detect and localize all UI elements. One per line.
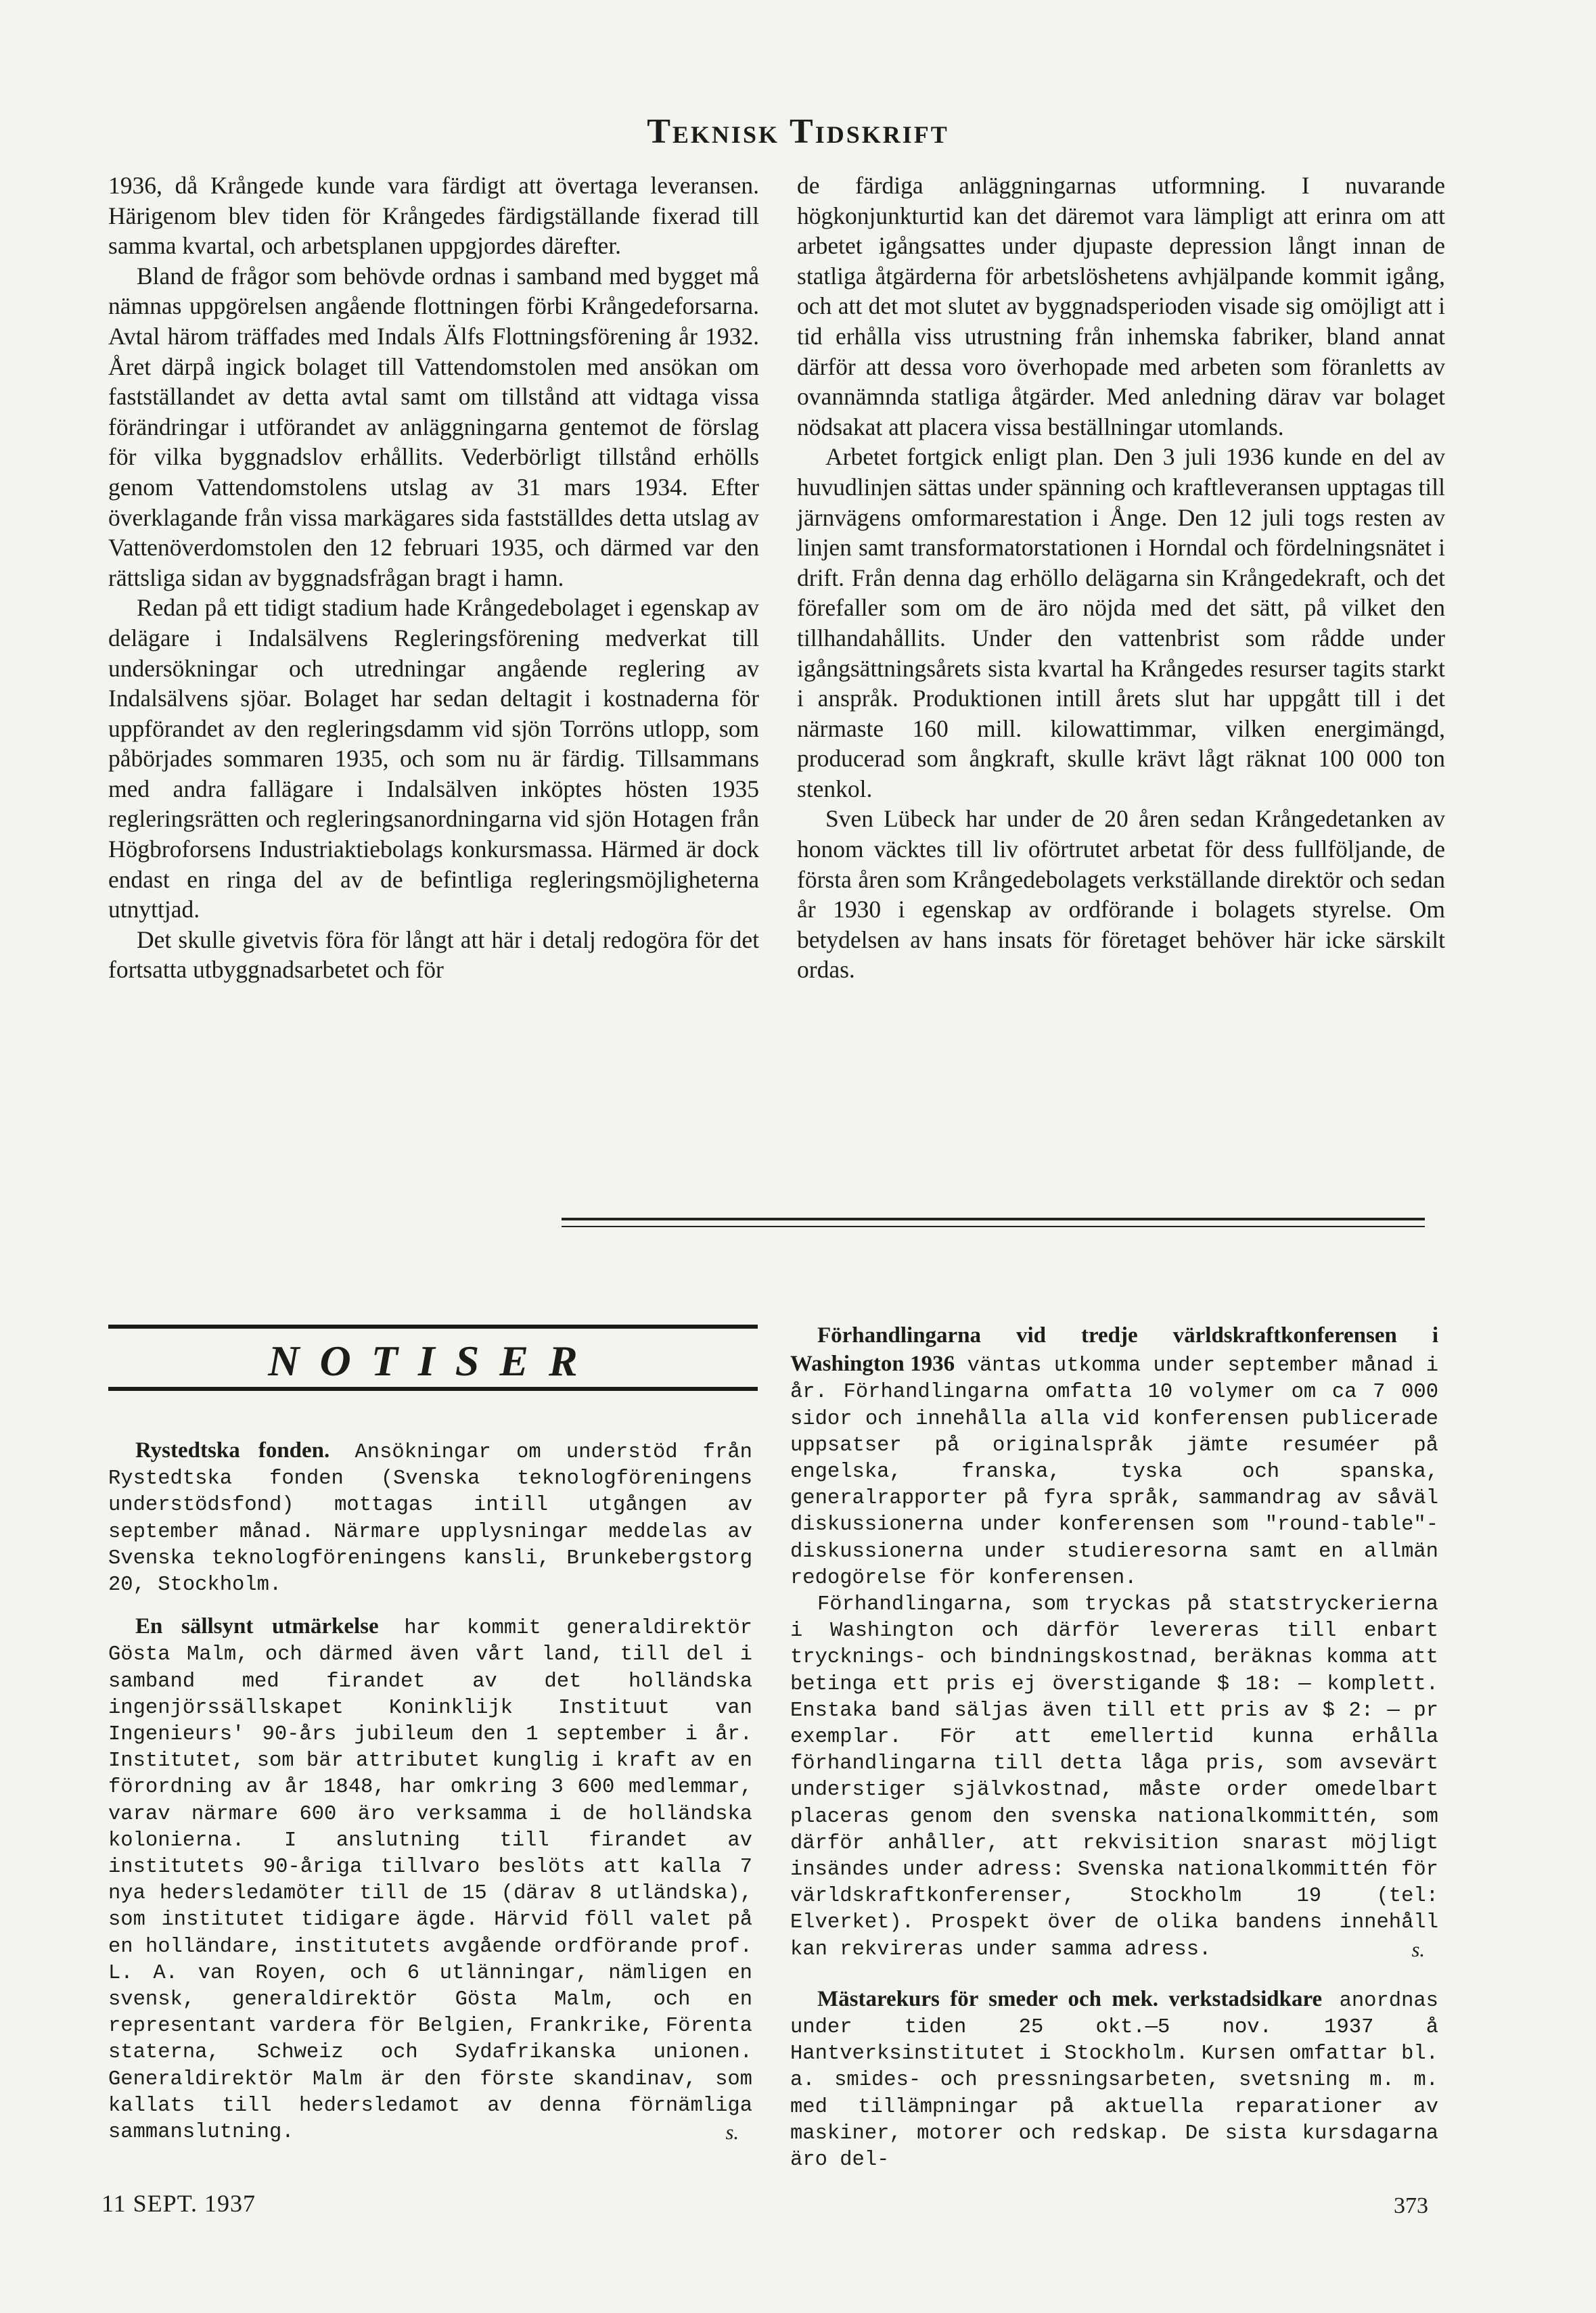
notiser-heading: NOTISER [268,1337,598,1385]
notiser-rule-top [108,1325,758,1329]
notiser-right-column [790,1323,1438,2174]
journal-title: Teknisk Tidskrift [647,112,949,151]
paragraph: Arbetet fortgick enligt plan. Den 3 juli 1936 kunde en del av huvudlinjen sättas under spänning och kraftleveransen upptagas till järnvägens omformarestation i Ånge. Den 12 juli togs resten av linjen samt transformatorstationen i Horndal och fördelningsnätet i drift. Från denna dag erhöllo delägarna sin Krångedekraft, och det förefaller som om de äro nöjda med det sätt, på vilket den tillhandahållits. Under den vattenbrist som rådde under igångsättningsårets sista kvartal ha Krångedes resurser tagits starkt i anspråk. Produktionen intill årets slut har uppgått till i det närmaste 160 mill. kilowattimmar, vilken energimängd, producerad som ångkraft, skulle krävt lågt räknat 100 000 ton stenkol. [797,443,1445,802]
section-divider [562,1218,1425,1220]
paragraph: Det skulle givetvis föra för långt att här i detalj redogöra för det fortsatta utbyggnadsarbetet och för [108,925,759,984]
footer-date: 11 SEPT. 1937 [101,2190,256,2217]
paragraph: Sven Lübeck har under de 20 åren sedan Krångedetanken av honom väcktes till liv oförtrutet arbetat för dess fullföljande, de första åren som Krångedebolagets verkställande direktör och sedan år 1930 i egenskap av ordförande i bolagets styrelse. Om betydelsen av hans insats för företaget behöver här icke särskilt ordas. [797,805,1445,984]
notice-item [790,1986,1438,2174]
paragraph: 1936, då Krångede kunde vara färdigt att övertaga leveransen. Härigenom blev tiden för Krångedes färdigställande fixerad till samma kvartal, och arbetsplanen uppgjordes därefter. [108,172,759,260]
notice-item [108,1613,752,2146]
notice-body: väntas utkomma under september månad i år. Förhandlingarna omfatta 10 volymer om ca 7 000 sidor och innehålla alla vid konferensen publicerade uppsatser på originalspråk jämte resuméer på engelska, franska, tyska och spanska, generalrapporter på fyra språk, sammandrag av såväl diskussionerna under konferensen som "round-table"-diskussionerna under studieresorna samt en allmän redogörelse för konferensen. [790,1354,1438,1590]
notice-body: anordnas under tiden 25 okt.—5 nov. 1937 å Hantverksinstitutet i Stockholm. Kursen omfattar bl. a. smides- och pressningsarbeten, svetsning m. m. med tillämpningar på aktuella reparationer av maskiner, motorer och redskap. De sista kursdagarna äro del- [790,1989,1438,2172]
paragraph: de färdiga anläggningarnas utformning. I nuvarande högkonjunkturtid kan det däremot vara lämpligt att erinra om att arbetet igångsattes under djupaste depression långt innan de statliga åtgärderna för arbetslöshetens avhjälpande kommit igång, och att det mot slutet av byggnadsperioden visade sig omöjligt att i tid erhålla viss utrustning från inhemska fabriker, bland annat därför att dessa voro överhopade med arbeten som föranletts av ovannämnda statliga åtgärder. Med anledning därav var bolaget nödsakat att placera vissa beställningar utomlands. [797,172,1445,440]
notice-item [790,1323,1438,1592]
notice-lead: Förhandlingarna vid tredje världskraftkonferensen i Washington 1936 [790,1323,1438,1377]
notice-item [108,1438,752,1599]
article-right-column [797,170,1445,985]
section-divider [562,1226,1425,1227]
notice-item [790,1592,1438,1963]
notice-body: Förhandlingarna, som tryckas på statstryckerierna i Washington och därför levereras till enbart trycknings- och bindningskostnad, beräknas komma att betinga ett pris ej överstigande $ 18: — komplett. Enstaka band säljas även till ett pris av $ 2: — pr exemplar. För att emellertid kunna erhålla förhandlingarna till detta låga pris, som avsevärt understiger självkostnad, måste order omedelbart placeras genom den svenska nationalkommittén, som därför anhåller, att rekvisition snarast möjligt insändes under adress: Svenska nationalkommittén för världskraftkonferenser, Stockholm 19 (tel: Elverket). Prospekt över de olika bandens innehåll kan rekvireras under samma adress. [790,1593,1438,1961]
notice-lead: Rystedtska fonden. [135,1438,330,1463]
article-left-column [108,170,759,985]
notiser-left-column [108,1438,752,2146]
signature: s. [725,2121,739,2145]
notice-lead: En sällsynt utmärkelse [135,1614,379,1639]
notice-body: har kommit generaldirektör Gösta Malm, och därmed även vårt land, till del i samband med firandet av det holländska ingenjörssällskapet Koninklijk Instituut van Ingenieurs' 90-års jubileum den 1 september i år. Institutet, som bär attributet kunglig i kraft av en förordning av år 1848, har omkring 3 600 medlemmar, varav närmare 600 äro verksamma i de holländska kolonierna. I anslutning till firandet av institutets 90-åriga tillvaro beslöts att kalla 7 nya hedersledamöter till de 15 (därav 8 utländska), som institutet tidigare ägde. Härvid föll valet på en holländare, institutets avgående ordförande prof. L. A. van Royen, och 6 utlänningar, nämligen en svensk, generaldirektör Gösta Malm, och en representant vardera för Belgien, Frankrike, Förenta staterna, Schweiz och Sydafrikanska unionen. Generaldirektör Malm är den förste skandinav, som kallats till hedersledamot av denna förnämliga sammanslutning. [108,1617,752,2145]
page-number: 373 [1394,2193,1428,2218]
signature: s. [1411,1938,1425,1961]
notice-lead: Mästarekurs för smeder och mek. verkstadsidkare [817,1986,1323,2011]
notice-body: Ansökningar om understöd från Rystedtska fonden (Svenska teknologföreningens understödsfond) mottagas intill utgången av september månad. Närmare upplysningar meddelas av Svenska teknologföreningens kansli, Brunkebergstorg 20, Stockholm. [108,1441,752,1597]
notiser-rule-bottom [108,1387,758,1391]
paragraph: Bland de frågor som behövde ordnas i samband med bygget må nämnas uppgörelsen angående flottningen förbi Krångedeforsarna. Avtal härom träffades med Indals Älfs Flottningsförening år 1932. Året därpå ingick bolaget till Vattendomstolen med ansökan om fastställandet av detta avtal samt om tillstånd att vidtaga vissa förändringar i utförandet av anläggningarna gentemot de förslag för vilka byggnadslov erhållits. Vederbörligt tillstånd erhölls genom Vattendomstolens utslag av 31 mars 1934. Efter överklagande från vissa markägares sida fastställdes detta utslag av Vattenöverdomstolen den 12 februari 1935, och därmed var den rättsliga sidan av byggnadsfrågan bragt i hamn. [108,262,759,591]
paragraph: Redan på ett tidigt stadium hade Krångedebolaget i egenskap av delägare i Indalsälvens Regleringsförening medverkat till undersökningar och utredningar angående reglering av Indalsälvens sjöar. Bolaget har sedan deltagit i kostnaderna för uppförandet av den regleringsdamm vid sjön Torröns utlopp, som påbörjades sommaren 1935, och som nu är färdig. Tillsammans med andra fallägare i Indalsälven inköptes hösten 1935 regleringsrätten och regleringsanordningarna vid sjön Hotagen från Högbroforsens Industriaktiebolags konkursmassa. Härmed är dock endast en ringa del av de befintliga regleringsmöjligheterna utnyttjad. [108,594,759,923]
